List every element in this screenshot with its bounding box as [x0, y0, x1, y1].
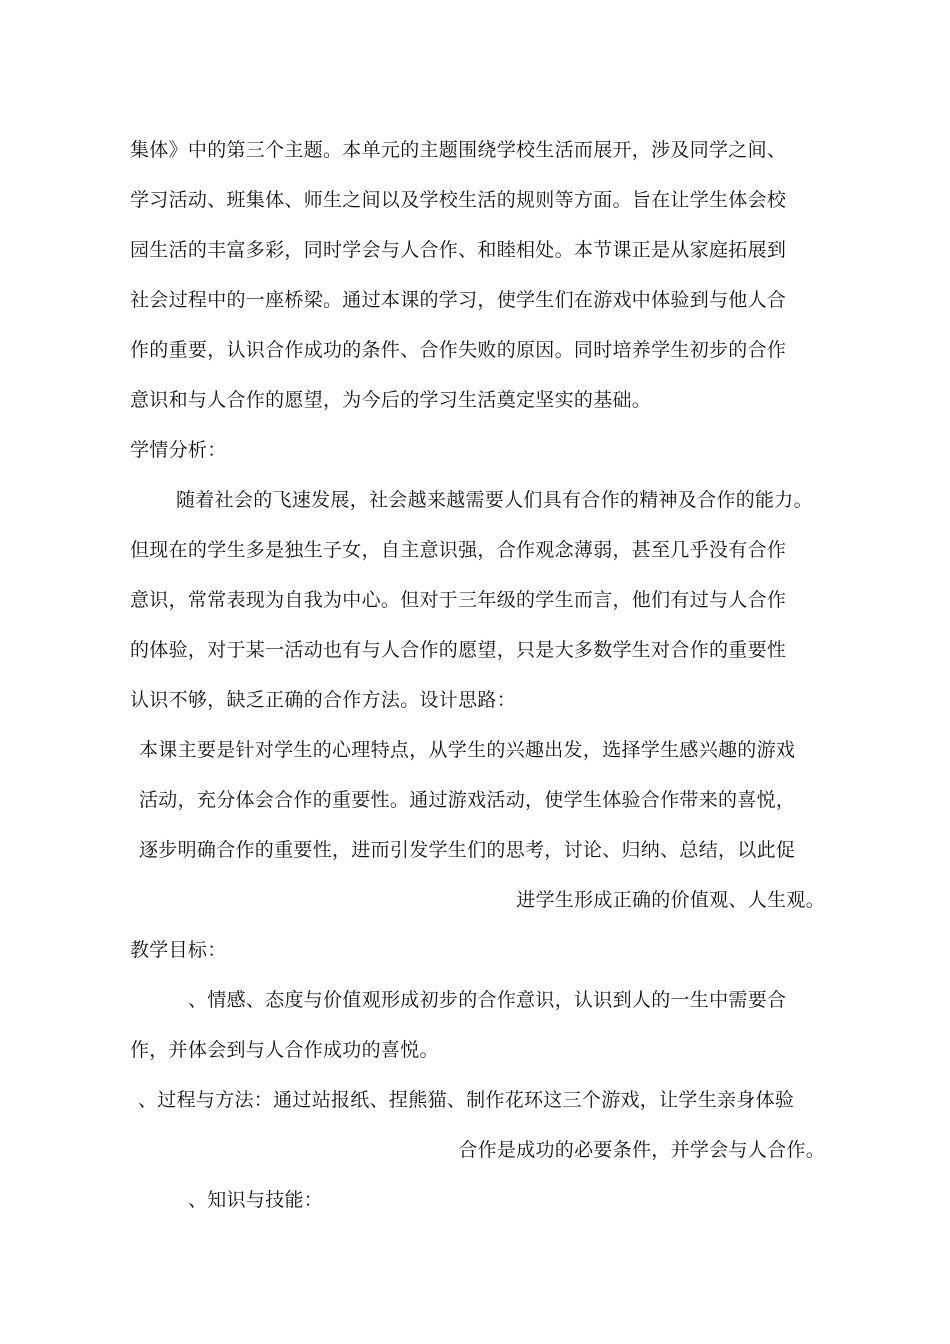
section-heading-learning-analysis: 学情分析： [130, 439, 227, 461]
paragraph-line: 园生活的丰富多彩，同时学会与人合作、和睦相处。本节课正是从家庭拓展到 [130, 239, 787, 261]
goal-line: 合作是成功的必要条件，并学会与人合作。 [458, 1139, 825, 1161]
paragraph-line: 逐步明确合作的重要性，进而引发学生们的思考，讨论、归纳、总结，以此促 [139, 839, 796, 861]
section-heading-goals: 教学目标： [130, 939, 227, 961]
paragraph-line: 意识和与人合作的愿望，为今后的学习生活奠定坚实的基础。 [130, 389, 652, 411]
paragraph-line: 但现在的学生多是独生子女，自主意识强，合作观念薄弱，甚至几乎没有合作 [130, 539, 787, 561]
goal-line: 、情感、态度与价值观形成初步的合作意识，认识到人的一生中需要合 [188, 989, 787, 1011]
goal-line: 作，并体会到与人合作成功的喜悦。 [130, 1039, 439, 1061]
paragraph-line: 集体》中的第三个主题。本单元的主题围绕学校生活而展开，涉及同学之间、 [130, 139, 787, 161]
paragraph-line: 学习活动、班集体、师生之间以及学校生活的规则等方面。旨在让学生体会校 [130, 189, 787, 211]
paragraph-line: 本课主要是针对学生的心理特点，从学生的兴趣出发，选择学生感兴趣的游戏 [139, 739, 796, 761]
paragraph-line: 作的重要，认识合作成功的条件、合作失败的原因。同时培养学生初步的合作 [130, 339, 787, 361]
paragraph-line: 社会过程中的一座桥梁。通过本课的学习，使学生们在游戏中体验到与他人合 [130, 289, 787, 311]
goal-line: 、知识与技能： [188, 1189, 324, 1211]
goal-line: 、过程与方法：通过站报纸、捏熊猫、制作花环这三个游戏，让学生亲身体验 [138, 1089, 795, 1111]
paragraph-line: 意识，常常表现为自我为中心。但对于三年级的学生而言，他们有过与人合作 [130, 589, 787, 611]
paragraph-line: 活动，充分体会合作的重要性。通过游戏活动，使学生体验合作带来的喜悦， [139, 789, 796, 811]
paragraph-line: 进学生形成正确的价值观、人生观。 [516, 889, 825, 911]
paragraph-line: 随着社会的飞速发展，社会越来越需要人们具有合作的精神及合作的能力。 [176, 489, 813, 511]
paragraph-line: 认识不够，缺乏正确的合作方法。设计思路： [130, 689, 517, 711]
paragraph-line: 的体验，对于某一活动也有与人合作的愿望，只是大多数学生对合作的重要性 [130, 639, 787, 661]
